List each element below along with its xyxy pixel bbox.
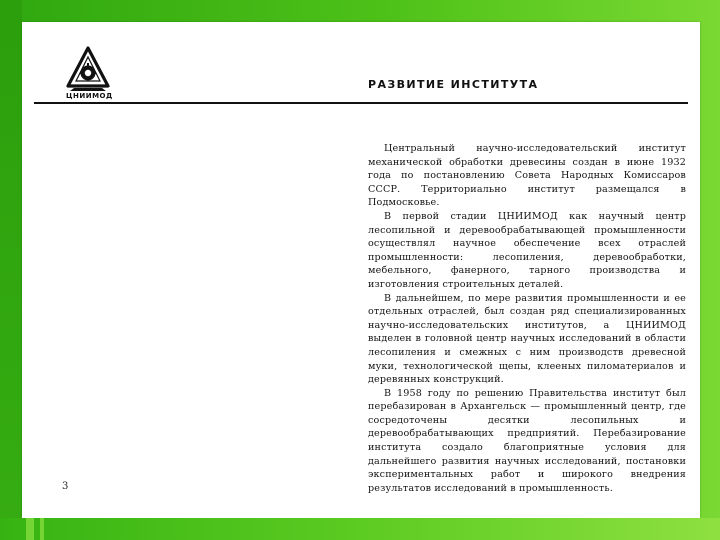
logo-caption: ЦНИИМОД — [66, 92, 113, 100]
logo — [66, 46, 113, 106]
bottom-green-band — [0, 518, 720, 540]
header-divider — [34, 102, 688, 104]
page-number: 3 — [62, 481, 69, 492]
paragraph: В первой стадии ЦНИИМОД как научный центр лесопильной и деревообрабатывающей промышленности осуществлял научное обеспечение всех отраслей промышленности: лесопиления, деревообработки, мебельного, фанерного, тарного производства и изготовления строительных деталей. — [368, 210, 686, 290]
left-green-bar — [0, 0, 22, 540]
page-heading: РАЗВИТИЕ ИНСТИТУТА — [368, 78, 539, 91]
paragraph: В 1958 году по решению Правительства институт был перебазирован в Архангельск — промышленный центр, где сосредоточены десятки лесопильных и деревообрабатывающих предприятий. Перебазирование института создало благоприятные условия для дальнейшего развития научных исследований, постановки экспериментальных работ и широкого внедрения результатов исследований в промышленность. — [368, 387, 686, 494]
paragraph: В дальнейшем, по мере развития промышленности и ее отдельных отраслей, был создан ряд специализированных научно-исследовательских институтов, а ЦНИИМОД выделен в головной центр научных исследований в области лесопиления и смежных с ним производств древесной муки, технологической щепы, клееных пиломатериалов и деревянных конструкций. — [368, 292, 686, 386]
body-text — [368, 142, 686, 495]
ciniimod-logo-icon — [66, 46, 110, 92]
document-page — [22, 22, 700, 518]
paragraph: Центральный научно-исследовательский институт механической обработки древесины создан в июне 1932 года по постановлению Совета Народных Комиссаров СССР. Территориально институт размещался в Подмосковье. — [368, 143, 686, 209]
